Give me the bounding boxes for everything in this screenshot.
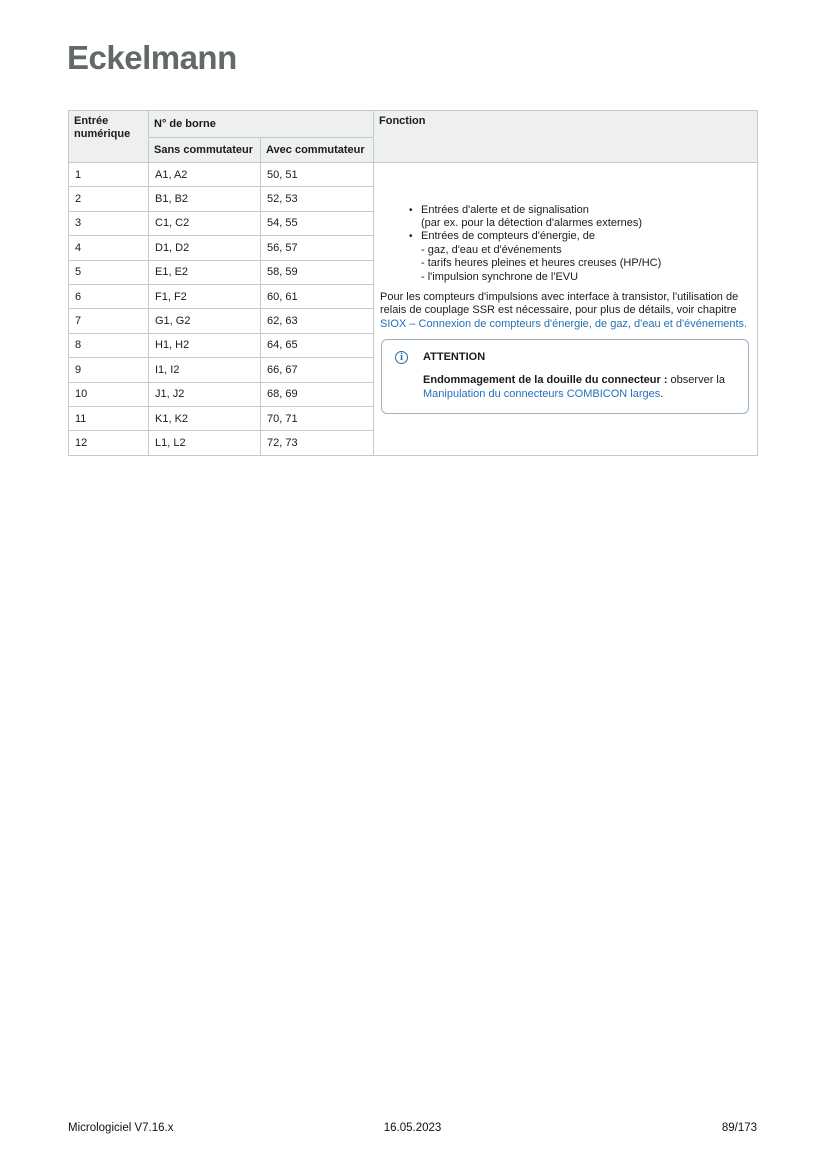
cell-avec-commutateur: 62, 63: [261, 309, 374, 333]
cell-sans-commutateur: H1, H2: [149, 333, 261, 357]
cell-input-number: 2: [69, 187, 149, 211]
cell-sans-commutateur: K1, K2: [149, 406, 261, 430]
siox-chapter-link[interactable]: SIOX – Connexion de compteurs d'énergie, de gaz, d'eau et d'événements.: [380, 317, 748, 330]
bullet-item: [409, 230, 752, 243]
page-footer: [68, 1122, 757, 1134]
col-header-avec-commutateur: Avec commutateur: [261, 138, 374, 163]
col-header-n-de-borne: N° de borne: [149, 111, 374, 138]
company-logo: Eckelmann: [67, 39, 237, 76]
cell-avec-commutateur: 50, 51: [261, 163, 374, 187]
info-icon: i: [395, 351, 408, 364]
cell-sans-commutateur: G1, G2: [149, 309, 261, 333]
cell-sans-commutateur: D1, D2: [149, 236, 261, 260]
cell-sans-commutateur: J1, J2: [149, 382, 261, 406]
bullet-subtext: - gaz, d'eau et d'événements: [421, 243, 562, 256]
bullet-text: Entrées d'alerte et de signalisation: [421, 203, 589, 216]
bullet-subtext: (par ex. pour la détection d'alarmes externes): [421, 216, 643, 229]
cell-input-number: 7: [69, 309, 149, 333]
cell-avec-commutateur: 68, 69: [261, 382, 374, 406]
table-header-row-1: [69, 111, 758, 138]
cell-avec-commutateur: 66, 67: [261, 358, 374, 382]
paragraph-text: Pour les compteurs d'impulsions avec interface à transistor, l'utilisation de relais de couplage SSR est nécessaire, pour plus de détails, voir chapitre: [380, 290, 739, 317]
cell-avec-commutateur: 58, 59: [261, 260, 374, 284]
digital-input-terminal-table: [68, 110, 758, 456]
attention-body: [423, 373, 734, 401]
cell-avec-commutateur: 64, 65: [261, 333, 374, 357]
cell-input-number: 6: [69, 284, 149, 308]
bullet-subtext: - l'impulsion synchrone de l'EVU: [421, 270, 579, 283]
fonction-bullet-list: [380, 204, 752, 284]
col-header-sans-commutateur: Sans commutateur: [149, 138, 261, 163]
combicon-link[interactable]: Manipulation du connecteurs COMBICON larges: [423, 388, 661, 401]
cell-sans-commutateur: L1, L2: [149, 431, 261, 455]
col-header-fonction: Fonction: [374, 111, 758, 163]
attention-bold-text: Endommagement de la douille du connecteur :: [423, 374, 668, 387]
cell-sans-commutateur: C1, C2: [149, 211, 261, 235]
cell-input-number: 4: [69, 236, 149, 260]
cell-avec-commutateur: 52, 53: [261, 187, 374, 211]
cell-input-number: 10: [69, 382, 149, 406]
footer-date: 16.05.2023: [383, 1122, 442, 1134]
fonction-cell: [374, 163, 758, 456]
cell-sans-commutateur: B1, B2: [149, 187, 261, 211]
cell-sans-commutateur: E1, E2: [149, 260, 261, 284]
attention-title: ATTENTION: [423, 351, 486, 364]
cell-avec-commutateur: 60, 61: [261, 284, 374, 308]
footer-page-number: 89/173: [721, 1122, 758, 1134]
attention-text: observer la: [667, 374, 725, 387]
cell-input-number: 12: [69, 431, 149, 455]
cell-input-number: 9: [69, 358, 149, 382]
cell-sans-commutateur: I1, I2: [149, 358, 261, 382]
cell-avec-commutateur: 72, 73: [261, 431, 374, 455]
footer-version: Micrologiciel V7.16.x: [68, 1122, 174, 1134]
cell-input-number: 8: [69, 333, 149, 357]
cell-avec-commutateur: 70, 71: [261, 406, 374, 430]
bullet-item: [409, 204, 752, 217]
cell-input-number: 5: [69, 260, 149, 284]
cell-sans-commutateur: F1, F2: [149, 284, 261, 308]
cell-input-number: 3: [69, 211, 149, 235]
attention-box: [381, 339, 749, 414]
cell-input-number: 11: [69, 406, 149, 430]
fonction-paragraph: [380, 291, 752, 331]
table-row-1: [69, 163, 758, 187]
bullet-text: Entrées de compteurs d'énergie, de: [421, 230, 595, 243]
cell-input-number: 1: [69, 163, 149, 187]
col-header-entree-numerique: Entrée numérique: [69, 111, 149, 163]
bullet-icon: •: [409, 204, 413, 216]
cell-avec-commutateur: 56, 57: [261, 236, 374, 260]
cell-avec-commutateur: 54, 55: [261, 211, 374, 235]
attention-period: .: [660, 388, 664, 401]
bullet-subtext: - tarifs heures pleines et heures creuses (HP/HC): [421, 257, 662, 270]
bullet-icon: •: [409, 231, 413, 243]
cell-sans-commutateur: A1, A2: [149, 163, 261, 187]
